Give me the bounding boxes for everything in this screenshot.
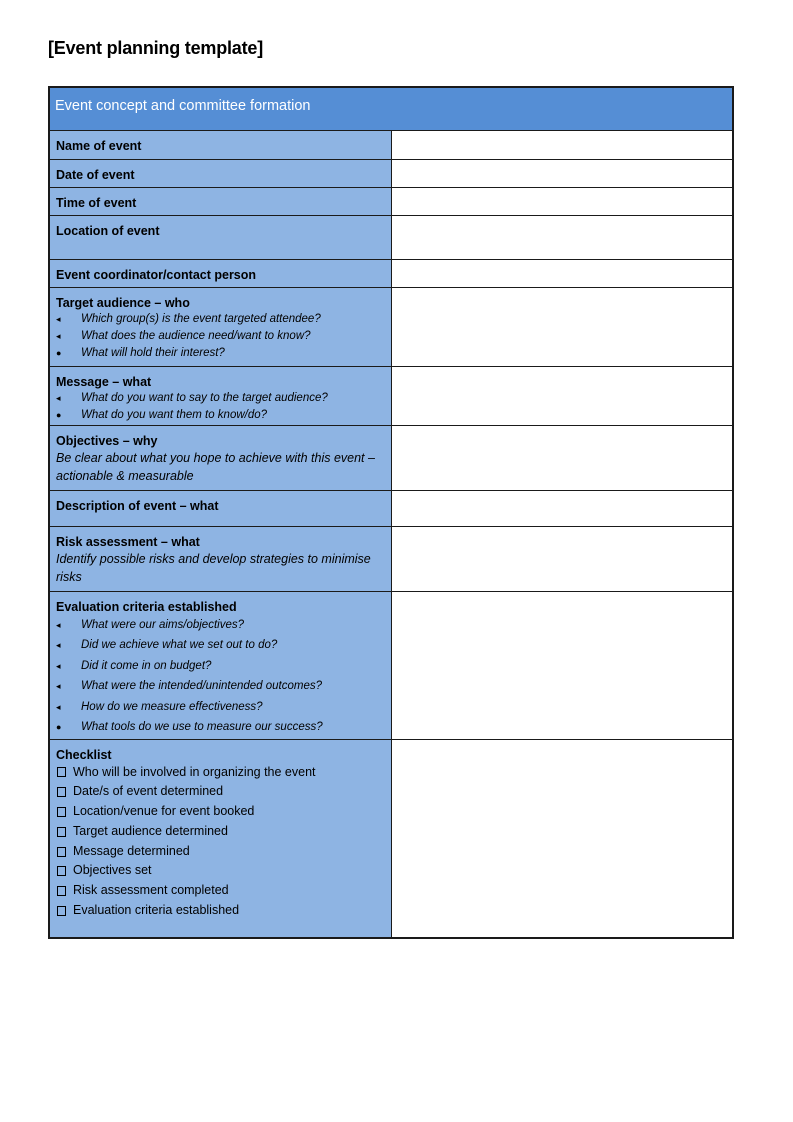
- bullet-icon: ●: [56, 722, 62, 733]
- list-item: ● What do you want them to know/do?: [56, 407, 385, 424]
- checklist-item[interactable]: Objectives set: [56, 861, 385, 881]
- risk-assessment-field[interactable]: [391, 526, 733, 591]
- bullet-icon: ◂: [56, 313, 61, 324]
- location-of-event-field[interactable]: [391, 215, 733, 259]
- checkbox-icon[interactable]: [57, 866, 66, 876]
- event-coordinator-field[interactable]: [391, 259, 733, 287]
- list-item: ● What tools do we use to measure our success?: [56, 717, 385, 738]
- bullet-icon: ●: [56, 409, 62, 420]
- section-header: Event concept and committee formation: [49, 87, 733, 130]
- name-of-event-field[interactable]: [391, 130, 733, 159]
- evaluation-criteria-label: Evaluation criteria established ◂ What were our aims/objectives? ◂ Did we achieve what we set out to do? ◂ Did it come in on budget? ◂ What were the intended/unintended outcomes? ◂ How do we measure effectiveness? ● What tools do we use to measure our success?: [49, 591, 391, 739]
- checkbox-icon[interactable]: [57, 807, 66, 817]
- event-planning-form: [48, 86, 734, 939]
- bullet-icon: ◂: [56, 392, 61, 403]
- objectives-label: Objectives – why Be clear about what you hope to achieve with this event – actionable & measurable: [49, 425, 391, 490]
- date-of-event-label: Date of event: [49, 159, 391, 187]
- page-title: [Event planning template]: [48, 38, 264, 58]
- checklist-item[interactable]: Who will be involved in organizing the event: [56, 763, 385, 783]
- list-item: ◂ How do we measure effectiveness?: [56, 697, 385, 718]
- risk-assessment-label: Risk assessment – what Identify possible risks and develop strategies to minimise risks: [49, 526, 391, 591]
- checklist-label: Checklist Who will be involved in organizing the event Date/s of event determined Location/venue for event booked Target audience determined Message determined Objectives set Risk assessment completed Evaluation criteria established: [49, 739, 391, 938]
- checklist-item[interactable]: Target audience determined: [56, 822, 385, 842]
- evaluation-questions: [56, 615, 385, 739]
- list-item: ◂ What were our aims/objectives?: [56, 615, 385, 636]
- message-questions: [56, 390, 385, 424]
- checklist-item[interactable]: Evaluation criteria established: [56, 901, 385, 921]
- risk-assessment-description: Identify possible risks and develop strategies to minimise risks: [56, 551, 371, 584]
- checkbox-icon[interactable]: [57, 827, 66, 837]
- time-of-event-label: Time of event: [49, 187, 391, 215]
- list-item: ● What will hold their interest?: [56, 345, 385, 362]
- event-coordinator-label: Event coordinator/contact person: [49, 259, 391, 287]
- target-audience-field[interactable]: [391, 287, 733, 366]
- target-audience-label: Target audience – who ◂ Which group(s) is the event targeted attendee? ◂ What does the audience need/want to know? ● What will hold their interest?: [49, 287, 391, 366]
- message-label: Message – what ◂ What do you want to say to the target audience? ● What do you want them to know/do?: [49, 366, 391, 425]
- list-item: ◂ Did we achieve what we set out to do?: [56, 635, 385, 656]
- list-item: ◂ What do you want to say to the target audience?: [56, 390, 385, 407]
- time-of-event-field[interactable]: [391, 187, 733, 215]
- checkbox-icon[interactable]: [57, 906, 66, 916]
- list-item: ◂ Did it come in on budget?: [56, 656, 385, 677]
- bullet-icon: ◂: [56, 640, 61, 651]
- checklist-item[interactable]: Location/venue for event booked: [56, 802, 385, 822]
- bullet-icon: ●: [56, 347, 62, 358]
- bullet-icon: ◂: [56, 619, 61, 630]
- checklist-items: [56, 763, 385, 921]
- evaluation-criteria-field[interactable]: [391, 591, 733, 739]
- name-of-event-label: Name of event: [49, 130, 391, 159]
- description-of-event-field[interactable]: [391, 490, 733, 526]
- target-audience-questions: [56, 311, 385, 362]
- checklist-item[interactable]: Risk assessment completed: [56, 881, 385, 901]
- checklist-item[interactable]: Message determined: [56, 842, 385, 862]
- bullet-icon: ◂: [56, 330, 61, 341]
- checklist-item[interactable]: Date/s of event determined: [56, 782, 385, 802]
- location-of-event-label: Location of event: [49, 215, 391, 259]
- list-item: ◂ What does the audience need/want to know?: [56, 328, 385, 345]
- bullet-icon: ◂: [56, 681, 61, 692]
- checkbox-icon[interactable]: [57, 847, 66, 857]
- checklist-field[interactable]: [391, 739, 733, 938]
- bullet-icon: ◂: [56, 660, 61, 671]
- message-field[interactable]: [391, 366, 733, 425]
- bullet-icon: ◂: [56, 701, 61, 712]
- objectives-field[interactable]: [391, 425, 733, 490]
- list-item: ◂ Which group(s) is the event targeted attendee?: [56, 311, 385, 328]
- description-of-event-label: Description of event – what: [49, 490, 391, 526]
- date-of-event-field[interactable]: [391, 159, 733, 187]
- objectives-description: Be clear about what you hope to achieve with this event – actionable & measurable: [56, 450, 375, 483]
- checkbox-icon[interactable]: [57, 886, 66, 896]
- checkbox-icon[interactable]: [57, 767, 66, 777]
- checkbox-icon[interactable]: [57, 787, 66, 797]
- list-item: ◂ What were the intended/unintended outcomes?: [56, 676, 385, 697]
